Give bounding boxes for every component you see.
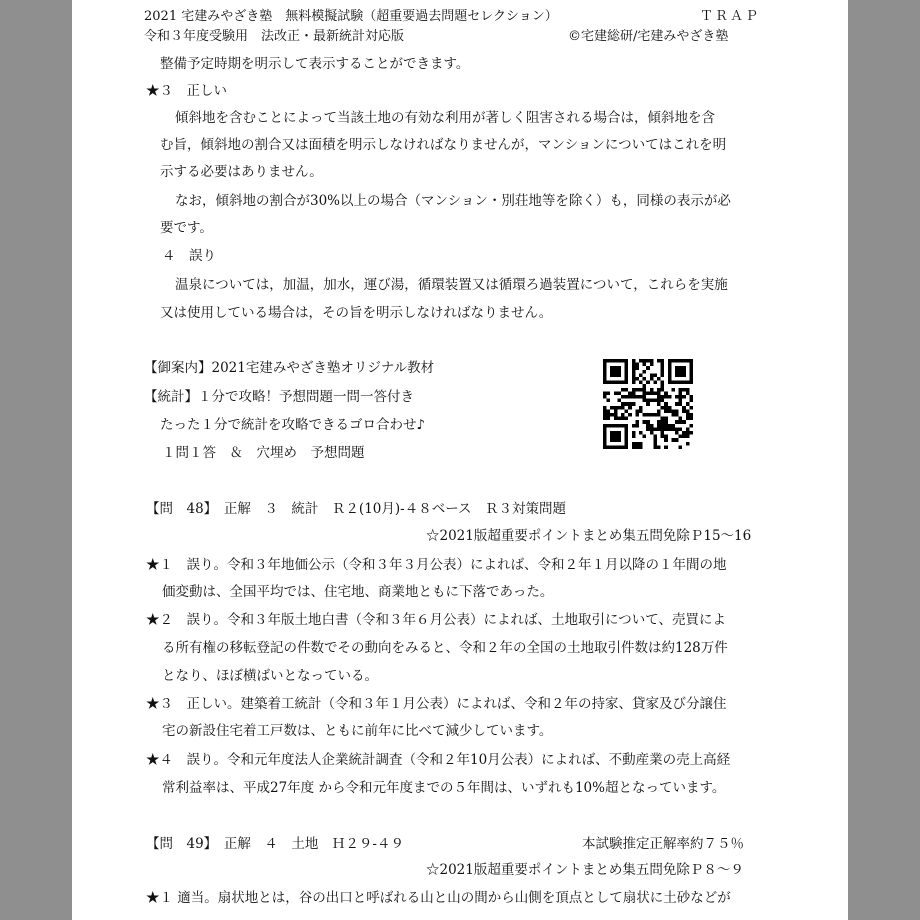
q48-item3-line: 宅の新設住宅着工戸数は、ともに前年に比べて減少しています。 [162,723,553,739]
qr-code[interactable] [603,359,693,449]
q48-item2-line: ★２ 誤り。令和３年版土地白書（令和３年６月公表）によれば、土地取引について、売買によ [146,612,726,628]
q48-item3-line: ★３ 正しい。建築着工統計（令和３年１月公表）によれば、令和２年の持家、貸家及び分譲住 [146,696,727,712]
q47-item3-heading: ★３ 正しい [146,83,227,99]
q49-heading: 【問 49】 正解 ４ 土地 Ｈ２９-４９ [146,836,404,852]
q47-item3-line: なお，傾斜地の割合が30%以上の場合（マンション・別荘地等を除く）も，同様の表示が必 [175,193,731,209]
q47-item3-line: 要です。 [160,220,213,236]
header-copyright: ©宅建総研/宅建みやざき塾 [568,29,729,44]
notice-line: １問１答 ＆ 穴埋め 予想問題 [162,445,365,461]
header-brand: ＴＲＡＰ [700,9,761,24]
notice-line: たった１分で統計を攻略できるゴロ合わせ♪ [160,417,426,433]
q47-item4-line: 温泉については，加温，加水，運び湯，循環装置又は循環ろ過装置について，これらを実施 [175,277,728,293]
notice-line: 【御案内】2021宅建みやざき塾オリジナル教材 [144,360,435,376]
q48-item1-line: ★１ 誤り。令和３年地価公示（令和３年３月公表）によれば、令和２年１月以降の１年間の地 [146,557,727,573]
q49-reference: ☆2021版超重要ポイントまとめ集五問免除Ｐ８～９ [426,862,744,878]
q48-reference: ☆2021版超重要ポイントまとめ集五問免除Ｐ15～16 [426,528,752,544]
header-title: 2021 宅建みやざき塾 無料模擬試験（超重要過去問題セレクション） [144,9,558,24]
document-page [72,0,848,920]
q48-item2-line: となり、ほぼ横ばいとなっている。 [162,668,378,684]
q48-item4-line: 常利益率は、平成27年度 から令和元年度までの５年間は、いずれも10%超となっています。 [162,780,726,796]
q48-item2-line: る所有権の移転登記の件数でその動向をみると、令和２年の全国の土地取引件数は約128万件 [162,640,728,656]
q47-item3-line: 示する必要はありません。 [160,164,323,180]
q47-item4-line: 又は使用している場合は，その旨を明示しなければなりません。 [160,305,553,321]
q48-heading: 【問 48】 正解 ３ 統計 Ｒ２(10月)-４８ベース Ｒ３対策問題 [146,501,567,517]
q47-item4-heading: ４ 誤り [162,248,216,264]
q49-item1-line: ★１ 適当。扇状地とは，谷の出口と呼ばれる山と山の間から山側を頂点として扇状に土砂などが [146,890,731,906]
q47-item3-line: 傾斜地を含むことによって当該土地の有効な利用が著しく阻害される場合は，傾斜地を含 [175,110,715,126]
qr-code-image [603,359,693,449]
q48-item4-line: ★４ 誤り。令和元年度法人企業統計調査（令和２年10月公表）によれば、不動産業の売上高経 [146,752,731,768]
q48-item1-line: 価変動は、全国平均では、住宅地、商業地ともに下落であった。 [162,584,554,600]
q47-continuation: 整備予定時期を明示して表示することができます。 [160,56,470,72]
q47-item3-line: む旨，傾斜地の割合又は面積を明示しなければなりませんが，マンションについてはこれを明 [160,137,727,153]
q49-correct-rate: 本試験推定正解率約７５％ [582,836,744,852]
notice-line: 【統計】１分で攻略！予想問題一問一答付き [144,389,414,405]
header-edition: 令和３年度受験用 法改正・最新統計対応版 [144,29,405,44]
